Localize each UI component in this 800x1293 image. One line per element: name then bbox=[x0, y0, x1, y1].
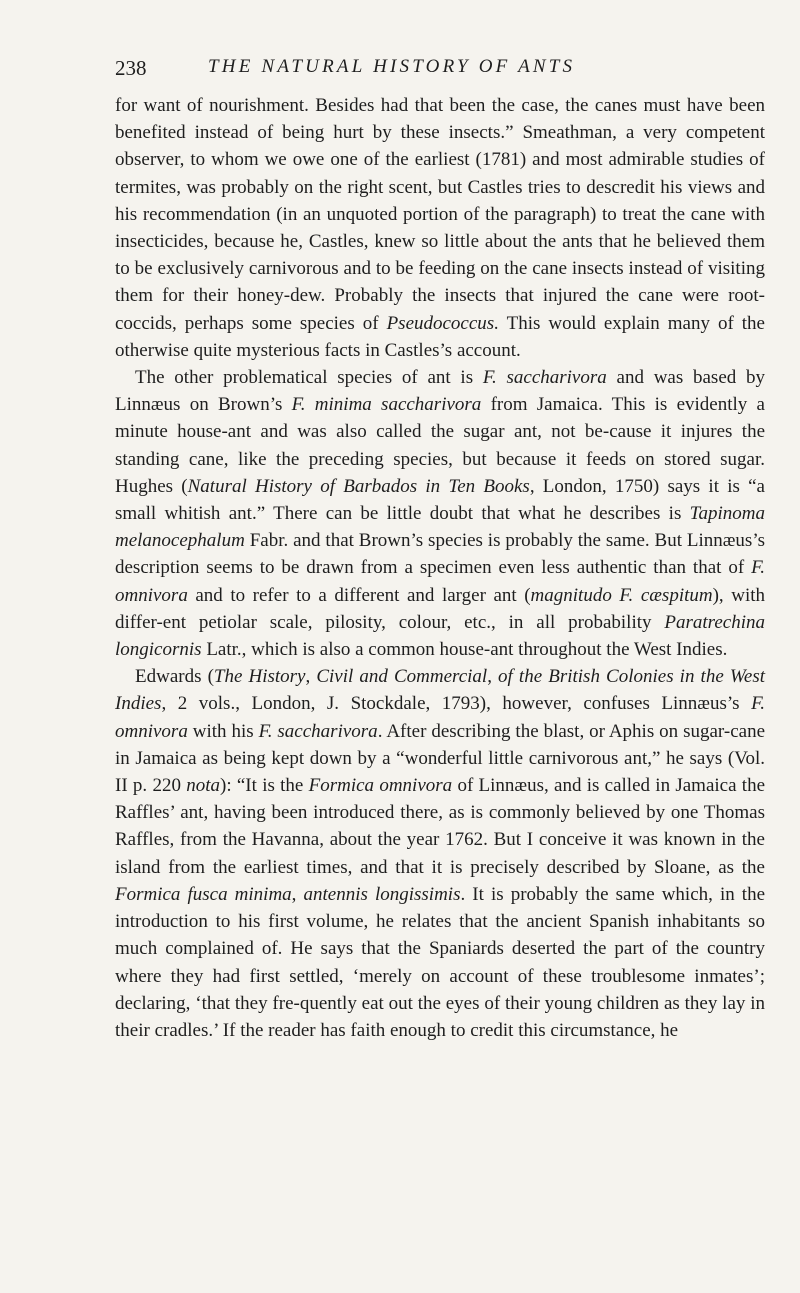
italic-text: F. minima saccharivora bbox=[291, 394, 482, 416]
text-run: and to refer to a different and larger ant ( bbox=[187, 584, 531, 606]
text-run: , bbox=[487, 666, 499, 688]
italic-text: F. saccharivora bbox=[258, 720, 378, 742]
text-run: The other problematical species of ant is bbox=[135, 367, 483, 389]
italic-text: Pseudococcus. bbox=[386, 312, 499, 334]
italic-text: The History bbox=[213, 666, 306, 688]
italic-text: Civil and Commercial bbox=[316, 666, 488, 688]
italic-text: Paratrechina longicornis bbox=[115, 611, 765, 661]
italic-text: magnitudo F. cæspitum bbox=[530, 584, 713, 606]
italic-text: F. omnivora bbox=[115, 557, 765, 606]
text-run: Edwards ( bbox=[135, 666, 214, 688]
text-run: . After describing the blast, or Aphis on sugar-cane in Jamaica as being kept down by a “wonderful little carnivorous ant,” he says (Vol. II p. 220 bbox=[115, 720, 765, 797]
text-run: from Jamaica. This is evidently a minute house-ant and was also called the sugar ant, not be-cause it injures the standing cane, like the preceding species, but because it feeds on stored sugar. Hughes ( bbox=[115, 394, 765, 497]
paragraph bbox=[115, 364, 765, 663]
italic-text: antennis longissimis bbox=[303, 883, 461, 905]
text-run: , London, 1750) says it is “a small whitish ant.” There can be little doubt that what he describes is bbox=[115, 475, 765, 525]
italic-text: of the British Colonies in the West Indies bbox=[115, 666, 766, 715]
italic-text: F. saccharivora bbox=[482, 367, 607, 389]
text-run: This would explain many of the otherwise quite mysterious facts in Castles’s account. bbox=[115, 312, 765, 361]
page-header bbox=[115, 52, 765, 92]
text-run: and was based by Linnæus on Brown’s bbox=[115, 367, 765, 416]
paragraph bbox=[115, 663, 765, 1044]
italic-text: nota bbox=[186, 775, 220, 797]
paragraph bbox=[115, 92, 765, 364]
text-run: , bbox=[291, 883, 304, 905]
text-run: ), with differ-ent petiolar scale, pilosity, colour, etc., in all probability bbox=[115, 584, 766, 633]
text-run: with his bbox=[187, 720, 259, 742]
book-page bbox=[115, 52, 765, 1044]
italic-text: Formica fusca minima bbox=[115, 883, 292, 905]
text-run: , 2 vols., London, J. Stockdale, 1793), however, confuses Linnæus’s bbox=[161, 693, 752, 715]
italic-text: Tapinoma melanocephalum bbox=[115, 503, 765, 552]
italic-text: F. omnivora bbox=[115, 693, 765, 742]
italic-text: Formica omnivora bbox=[308, 775, 453, 797]
italic-text: Natural History of Barbados in Ten Books bbox=[187, 475, 530, 497]
body-text bbox=[115, 92, 765, 1044]
text-run: . It is probably the same which, in the introduction to his first volume, he relates that the ancient Spanish inhabitants so much complained of. He says that the Spaniards deserted the part of the country where they had first settled, ‘merely on account of these troublesome inmates’; declaring, ‘that they fre-quently eat out the eyes of their young children as they lay in their cradles.’ If the reader has faith enough to credit this circumstance, he bbox=[115, 883, 766, 1041]
page-number: 238 bbox=[115, 56, 147, 80]
text-run: of Linnæus, and is called in Jamaica the Raffles’ ant, having been introduced there, as is commonly believed by one Thomas Raffles, from the Havanna, about the year 1762. But I conceive it was known in the island from the earliest times, and that it is precisely described by Sloane, as the bbox=[115, 775, 766, 878]
text-run: ): “It is the bbox=[220, 775, 309, 797]
running-title: THE NATURAL HISTORY OF ANTS bbox=[208, 56, 576, 77]
text-run: for want of nourishment. Besides had that been the case, the canes must have been benefited instead of being hurt by these insects.” Smeathman, a very competent observer, to whom we owe one of the earliest (1781) and most admirable studies of termites, was probably on the right scent, but Castles tries to descredit his views and his recommendation (in an unquoted portion of the paragraph) to treat the cane with insecticides, because he, Castles, knew so little about the ants that he believed them to be exclusively carnivorous and to be feeding on the cane insects instead of visiting them for their honey-dew. Probably the insects that injured the cane were root-coccids, perhaps some species of bbox=[115, 95, 765, 334]
text-run: , bbox=[305, 666, 317, 688]
text-run: Latr., which is also a common house-ant throughout the West Indies. bbox=[201, 639, 728, 661]
text-run: Fabr. and that Brown’s species is probably the same. But Linnæus’s description seems to be drawn from a specimen even less authentic than that of bbox=[115, 530, 765, 579]
